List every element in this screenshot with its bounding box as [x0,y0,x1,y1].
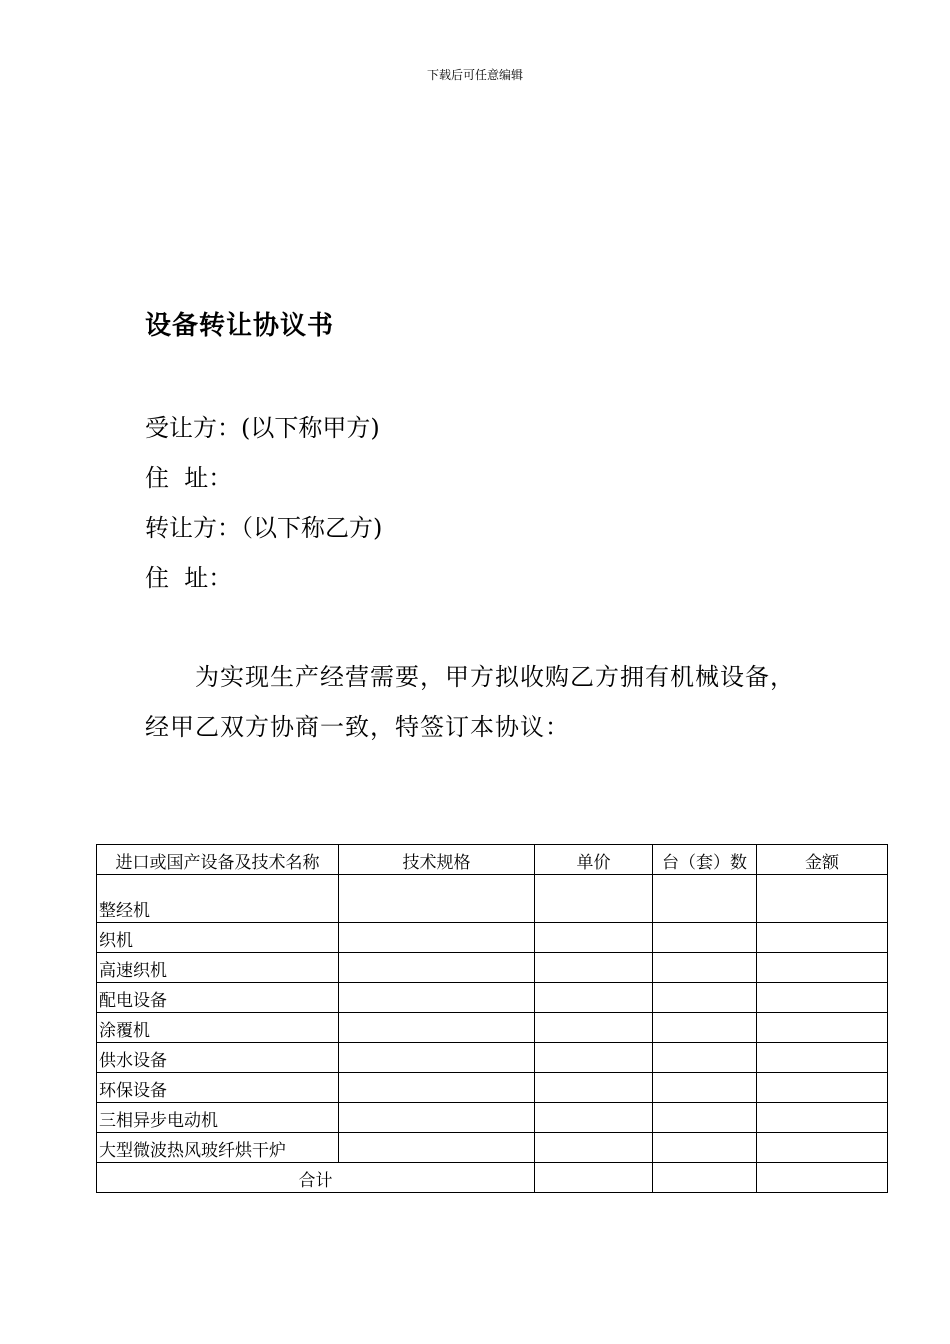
amount-cell [757,875,888,923]
amount-cell [757,1103,888,1133]
equipment-name-cell: 高速织机 [97,953,339,983]
equipment-name-cell: 大型微波热风玻纤烘干炉 [97,1133,339,1163]
paragraph-line-2: 经甲乙双方协商一致，特签订本协议： [145,713,570,741]
quantity-cell [653,1013,757,1043]
quantity-cell [653,923,757,953]
spec-cell [339,875,535,923]
amount-cell [757,953,888,983]
price-cell [535,1133,653,1163]
spec-cell [339,1103,535,1133]
spec-cell [339,923,535,953]
quantity-cell [653,1103,757,1133]
header-equipment-name: 进口或国产设备及技术名称 [97,845,339,875]
header-unit-price: 单价 [535,845,653,875]
equipment-name-cell: 供水设备 [97,1043,339,1073]
price-cell [535,1013,653,1043]
total-price-cell [535,1163,653,1193]
quantity-cell [653,875,757,923]
equipment-name-cell: 织机 [97,923,339,953]
amount-cell [757,1013,888,1043]
table-row [97,983,888,1013]
table-total-row [97,1163,888,1193]
document-title: 设备转让协议书 [145,311,335,341]
table-header-row [97,845,888,875]
table-row [97,953,888,983]
equipment-name-cell: 涂覆机 [97,1013,339,1043]
table-row [97,875,888,923]
table-row [97,1043,888,1073]
amount-cell [757,1073,888,1103]
amount-cell [757,1043,888,1073]
price-cell [535,953,653,983]
spec-cell [339,1073,535,1103]
transferor-address-line: 住 址： [145,564,233,592]
transferee-line: 受让方：(以下称甲方) [145,414,380,442]
spec-cell [339,1013,535,1043]
total-label-cell [97,1163,535,1193]
table-row [97,1073,888,1103]
amount-cell [757,983,888,1013]
price-cell [535,923,653,953]
quantity-cell [653,1073,757,1103]
table-row [97,1013,888,1043]
price-cell [535,1043,653,1073]
equipment-name-cell: 整经机 [97,875,339,923]
spec-cell [339,1043,535,1073]
header-quantity: 台（套）数 [653,845,757,875]
header-note: 下载后可任意编辑 [426,68,523,82]
quantity-cell [653,1133,757,1163]
header-amount: 金额 [757,845,888,875]
quantity-cell [653,953,757,983]
amount-cell [757,923,888,953]
table-row [97,923,888,953]
total-label: 合计 [298,1171,333,1191]
amount-cell [757,1133,888,1163]
spec-cell [339,983,535,1013]
table-row [97,1103,888,1133]
price-cell [535,1103,653,1133]
total-quantity-cell [653,1163,757,1193]
equipment-name-cell: 环保设备 [97,1073,339,1103]
header-spec: 技术规格 [339,845,535,875]
equipment-name-cell: 三相异步电动机 [97,1103,339,1133]
transferee-address-line: 住 址： [145,464,233,492]
table-row [97,1133,888,1163]
transferor-line: 转让方：（以下称乙方) [145,514,383,542]
paragraph-line-1: 为实现生产经营需要，甲方拟收购乙方拥有机械设备， [195,663,795,691]
price-cell [535,983,653,1013]
equipment-name-cell: 配电设备 [97,983,339,1013]
quantity-cell [653,1043,757,1073]
equipment-table [96,844,888,1193]
total-amount-cell [757,1163,888,1193]
price-cell [535,1073,653,1103]
spec-cell [339,953,535,983]
quantity-cell [653,983,757,1013]
price-cell [535,875,653,923]
spec-cell [339,1133,535,1163]
